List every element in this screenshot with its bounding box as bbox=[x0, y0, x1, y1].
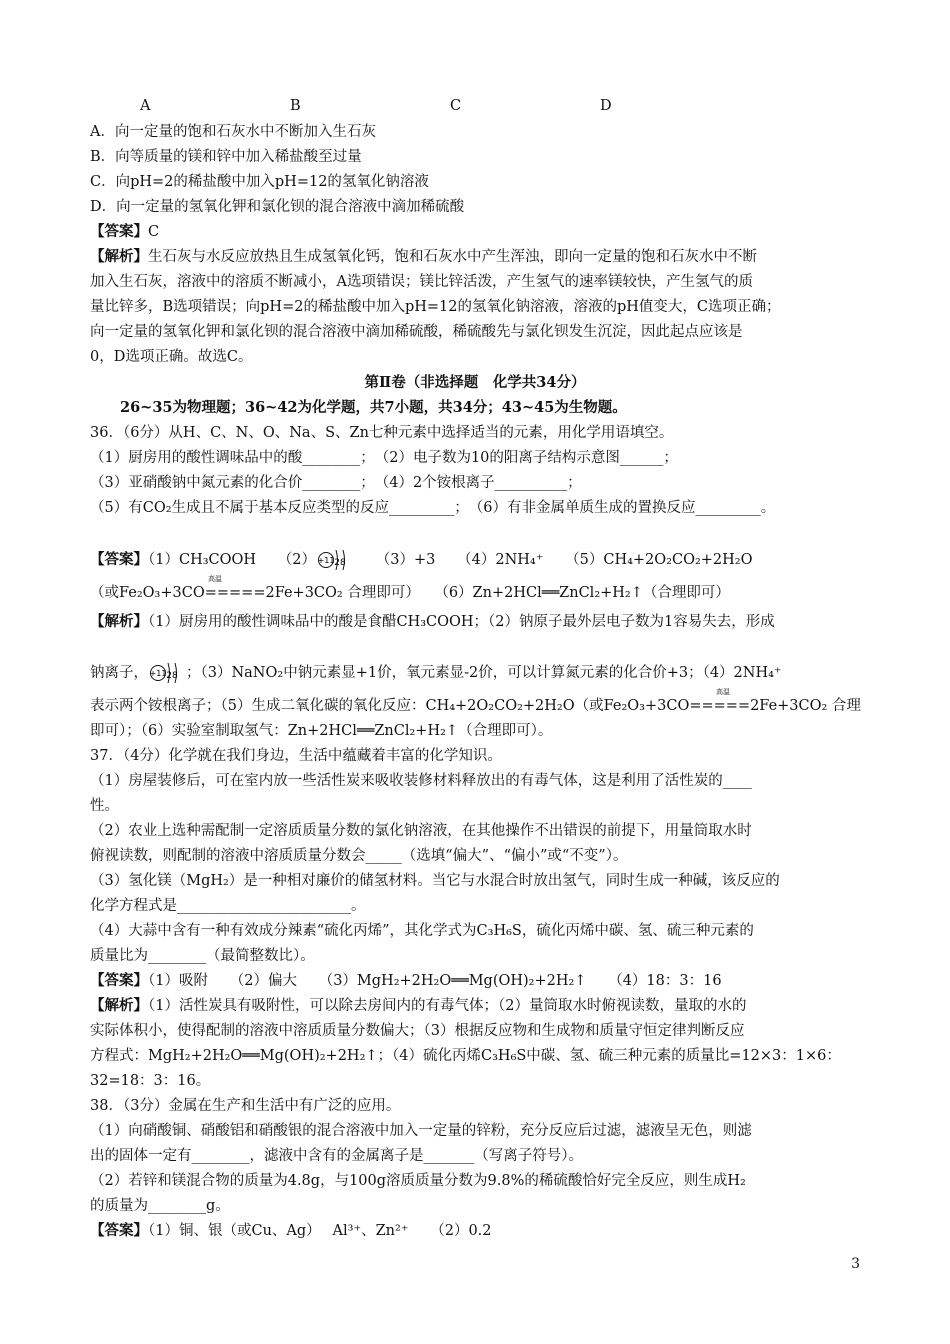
q38-stem: 38．（3分）金属在生产和生活中有广泛的应用。 bbox=[90, 1098, 401, 1114]
q38-item: 出的固体一定有________，滤液中含有的金属离子是_______（写离子符号）。 bbox=[90, 1148, 583, 1164]
q36-item: （5）有CO₂生成且不属于基本反应类型的反应_________； （6）有非金属单质生成的置换反应_________。 bbox=[90, 500, 776, 516]
svg-text:+11: +11 bbox=[318, 556, 335, 565]
q36-analysis-line: 表示两个铵根离子；（5）生成二氧化碳的氧化反应：CH₄+2O₂CO₂+2H₂O（或Fe₂O₃+3CO=====2Fe+3CO₂ 合理 bbox=[90, 698, 861, 714]
sodium-ion-structure-icon bbox=[150, 660, 184, 686]
q36-analysis-line: 即可）；（6）实验室制取氢气：Zn+2HCl══ZnCl₂+H₂↑（合理即可）。 bbox=[90, 723, 553, 739]
option-a-text: A．向一定量的饱和石灰水中不断加入生石灰 bbox=[90, 124, 376, 140]
q37-item: （2）农业上选种需配制一定溶质质量分数的氯化钠溶液，在其他操作不出错误的前提下，用量筒取水时 bbox=[90, 823, 752, 839]
option-d-text: D．向一定量的氢氧化钾和氯化钡的混合溶液中滴加稀硫酸 bbox=[90, 199, 465, 215]
q37-item: 化学方程式是________________________。 bbox=[90, 898, 366, 914]
section-note: 26~35为物理题；36~42为化学题，共7小题，共34分；43~45为生物题。 bbox=[120, 399, 627, 416]
q38-answer: 【答案】（1）铜、银（或Cu、Ag） Al³⁺、Zn²⁺ （2）0.2 bbox=[90, 1222, 492, 1239]
answer-tag: 【答案】 bbox=[90, 223, 148, 240]
q37-analysis-line: 32=18：3：16。 bbox=[90, 1073, 211, 1089]
q35-analysis-line: 向一定量的氢氧化钾和氯化钡的混合溶液中滴加稀硫酸，稀硫酸先与氯化钡发生沉淀，因此起点应该是 bbox=[90, 324, 743, 340]
q37-analysis-line: 实际体积小，使得配制的溶液中溶质质量分数偏大；（3）根据反应物和生成物和质量守恒定律判断反应 bbox=[90, 1023, 745, 1039]
q37-item: 质量比为________（最简整数比）。 bbox=[90, 948, 315, 964]
q37-answer: 【答案】（1）吸附 （2）偏大 （3）MgH₂+2H₂O══Mg(OH)₂+2H₂↑ （4）18：3：16 bbox=[90, 972, 722, 989]
q36-answer: 【答案】（1）CH₃COOH （2） +11 28 （3）+3 （4）2NH₄⁺ （5）CH₄+2O₂CO₂+2H₂O bbox=[90, 547, 870, 573]
q36-analysis-line: 钠离子， +11 28 ；（3）NaNO₂中钠元素显+1价，氧元素显-2价，可以计算氮元素的化合价+3；（4）2NH₄⁺ bbox=[90, 660, 870, 686]
sodium-ion-structure-icon bbox=[318, 547, 352, 573]
high-temp-condition: 高温 bbox=[716, 688, 730, 696]
q35-analysis-line: 量比锌多，B选项错误；向pH=2的稀盐酸中加入pH=12的氢氧化钠溶液，溶液的pH值变大，C选项正确； bbox=[90, 299, 781, 315]
q37-item: （4）大蒜中含有一种有效成分辣素“硫化丙烯”，其化学式为C₃H₆S，硫化丙烯中碳、氢、硫三种元素的 bbox=[90, 923, 754, 939]
option-b-text: B．向等质量的镁和锌中加入稀盐酸至过量 bbox=[90, 149, 362, 165]
q36-answer-cont: （或Fe₂O₃+3CO=====2Fe+3CO₂ 合理即可） （6）Zn+2HCl══ZnCl₂+H₂↑（合理即可） bbox=[90, 585, 730, 601]
q38-item: （2）若锌和镁混合物的质量为4.8g，与100g溶质质量分数为9.8%的稀硫酸恰好完全反应，则生成H₂ bbox=[90, 1173, 746, 1189]
q36-item: （3）亚硝酸钠中氮元素的化合价________； （4）2个铵根离子__________； bbox=[90, 475, 582, 491]
section-title: 第Ⅱ卷（非选择题 化学共34分） bbox=[364, 374, 586, 391]
q36-item: （1）厨房用的酸性调味品中的酸________； （2）电子数为10的阳离子结构示意图______； bbox=[90, 450, 678, 466]
svg-text:28: 28 bbox=[166, 671, 178, 681]
page-number: 3 bbox=[851, 1256, 860, 1272]
svg-text:28: 28 bbox=[334, 558, 346, 568]
q37-item: （1）房屋装修后，可在室内放一些活性炭来吸收装修材料释放出的有毒气体，这是利用了活性炭的____ bbox=[90, 773, 752, 789]
q35-analysis-line: 加入生石灰，溶液中的溶质不断减小，A选项错误；镁比锌活泼，产生氢气的速率镁较快，产生氢气的质 bbox=[90, 274, 753, 290]
option-a-label: A bbox=[140, 98, 151, 114]
q37-item: 俯视读数，则配制的溶液中溶质质量分数会_____（选填“偏大”、“偏小”或“不变”）。 bbox=[90, 848, 628, 864]
svg-text:+11: +11 bbox=[150, 669, 167, 678]
q38-item: （1）向硝酸铜、硝酸铝和硝酸银的混合溶液中加入一定量的锌粉，充分反应后过滤，滤液呈无色，则滤 bbox=[90, 1123, 752, 1139]
q35-analysis-line: 【解析】生石灰与水反应放热且生成氢氧化钙，饱和石灰水中产生浑浊，即向一定量的饱和石灰水中不断 bbox=[90, 248, 757, 265]
option-d-label: D bbox=[600, 98, 612, 114]
q37-stem: 37．（4分）化学就在我们身边，生活中蕴藏着丰富的化学知识。 bbox=[90, 748, 502, 764]
q37-item: 性。 bbox=[90, 798, 119, 814]
analysis-tag: 【解析】 bbox=[90, 248, 148, 265]
high-temp-condition: 高温 bbox=[208, 575, 222, 583]
q37-analysis-line: 方程式：MgH₂+2H₂O══Mg(OH)₂+2H₂↑；（4）硫化丙烯C₃H₆S中碳、氢、硫三种元素的质量比=12×3：1×6： bbox=[90, 1048, 841, 1064]
q35-analysis-line: 0，D选项正确。故选C。 bbox=[90, 349, 253, 365]
q36-analysis-line: 【解析】（1）厨房用的酸性调味品中的酸是食醋CH₃COOH；（2）钠原子最外层电子数为1容易失去，形成 bbox=[90, 613, 775, 630]
q36-stem: 36．（6分）从H、C、N、O、Na、S、Zn七种元素中选择适当的元素，用化学用语填空。 bbox=[90, 425, 674, 441]
q35-answer: 【答案】C bbox=[90, 223, 160, 240]
option-c-text: C．向pH=2的稀盐酸中加入pH=12的氢氧化钠溶液 bbox=[90, 174, 429, 190]
option-b-label: B bbox=[290, 98, 301, 114]
option-c-label: C bbox=[450, 98, 462, 114]
q37-analysis-line: 【解析】（1）活性炭具有吸附性，可以除去房间内的有毒气体；（2）量筒取水时俯视读数，量取的水的 bbox=[90, 997, 747, 1014]
q38-item: 的质量为________g。 bbox=[90, 1198, 230, 1214]
q37-item: （3）氢化镁（MgH₂）是一种相对廉价的储氢材料。当它与水混合时放出氢气，同时生成一种碱，该反应的 bbox=[90, 873, 780, 889]
